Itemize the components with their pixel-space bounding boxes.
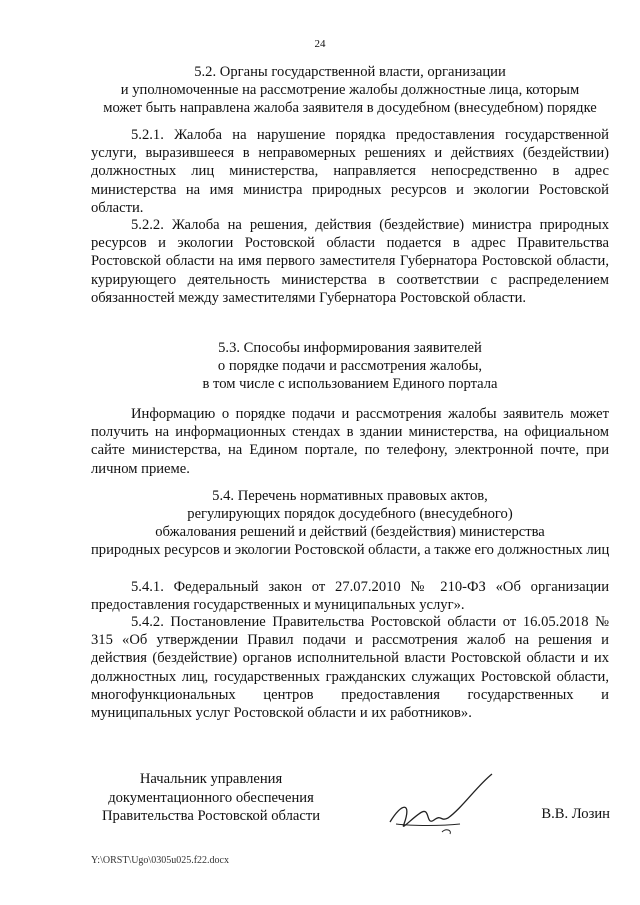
paragraph-5-4-2: 5.4.2. Постановление Правительства Ростовской области от 16.05.2018 № 315 «Об утверждении Правил подачи и рассмотрения жалоб на решения и действия (бездействие) органов исполнительной власти Ростовской области и их должностных лиц, государственных гражданских служащих Ростовской области, многофункциональных центров предоставления государственных и муниципальных услуг Ростовской области и их работников». [91, 614, 609, 722]
heading-line: может быть направлена жалоба заявителя в досудебном (внесудебном) порядке [103, 100, 597, 116]
heading-line: в том числе с использованием Единого портала [202, 376, 498, 392]
signatory-position [91, 770, 331, 826]
section-5-2-heading [91, 63, 609, 117]
position-line: Начальник управления [139, 771, 283, 787]
heading-line: о порядке подачи и рассмотрения жалобы, [217, 358, 483, 374]
page-number: 24 [314, 38, 326, 50]
position-line: Правительства Ростовской области [101, 808, 321, 824]
heading-line: природных ресурсов и экологии Ростовской области, а также его должностных лиц [91, 542, 610, 558]
heading-line: 5.3. Способы информирования заявителей [218, 340, 482, 356]
heading-line: 5.4. Перечень нормативных правовых актов, [212, 488, 488, 504]
paragraph-5-2-1: 5.2.1. Жалоба на нарушение порядка предоставления государственной услуги, выразившееся в неправомерных решениях и действиях (бездействии) должностных лиц министерства, направляется непосредственно в адрес министерства на имя министра природных ресурсов и экологии Ростовской области. [91, 127, 609, 216]
heading-line: регулирующих порядок досудебного (внесудебного) [187, 506, 513, 522]
handwritten-signature [382, 772, 502, 842]
heading-line: обжалования решений и действий (бездействия) министерства [155, 524, 545, 540]
signer-name: В.В. Лозин [541, 806, 610, 822]
heading-line: и уполномоченные на рассмотрение жалобы должностные лица, которым [120, 82, 580, 98]
paragraph-5-3: Информацию о порядке подачи и рассмотрения жалобы заявитель может получить на информационных стендах в здании министерства, на официальном сайте министерства, на Едином портале, по телефону, электронной почте, при личном приеме. [91, 406, 609, 477]
position-line: документационного обеспечения [108, 789, 314, 806]
section-5-3-heading [91, 339, 609, 393]
paragraph-5-4-1: 5.4.1. Федеральный закон от 27.07.2010 № 210-ФЗ «Об организации предоставления государственных и муниципальных услуг». [91, 579, 609, 614]
file-path: Y:\ORST\Ugo\0305u025.f22.docx [91, 855, 229, 866]
heading-line: 5.2. Органы государственной власти, организации [194, 64, 506, 80]
paragraph-5-2-2: 5.2.2. Жалоба на решения, действия (бездействие) министра природных ресурсов и экологии Ростовской области подается в адрес Правительства Ростовской области на имя первого заместителя Губернатора Ростовской области, курирующего деятельность министерства в соответствии с распределением обязанностей между заместителями Губернатора Ростовской области. [91, 217, 609, 306]
section-5-4-heading [91, 487, 609, 559]
